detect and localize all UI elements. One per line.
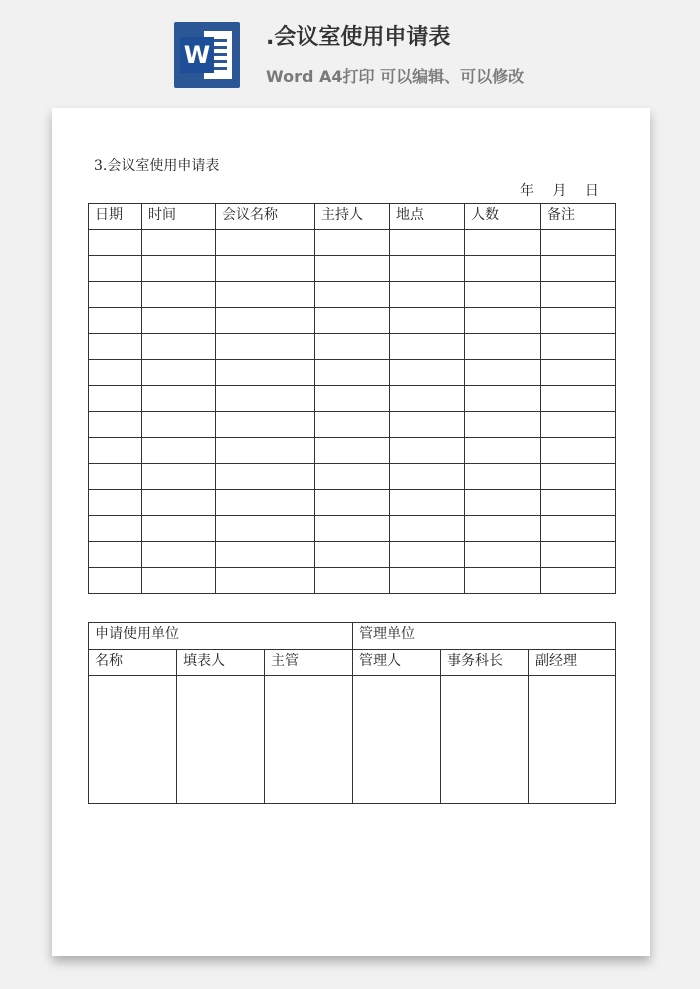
usage-cell[interactable] — [315, 438, 390, 464]
col-location: 地点 — [390, 204, 465, 230]
usage-cell[interactable] — [216, 230, 315, 256]
usage-cell[interactable] — [390, 256, 465, 282]
header — [0, 0, 700, 100]
usage-cell[interactable] — [315, 230, 390, 256]
unit-row — [89, 623, 616, 650]
usage-cell[interactable] — [89, 464, 142, 490]
usage-cell[interactable] — [216, 334, 315, 360]
usage-row — [89, 412, 616, 438]
usage-cell[interactable] — [465, 464, 541, 490]
col-manager: 管理人 — [353, 650, 441, 676]
usage-cell[interactable] — [465, 386, 541, 412]
usage-cell[interactable] — [89, 334, 142, 360]
usage-cell[interactable] — [315, 334, 390, 360]
usage-cell[interactable] — [541, 360, 616, 386]
usage-cell[interactable] — [541, 282, 616, 308]
usage-cell[interactable] — [216, 256, 315, 282]
signature-cell[interactable] — [89, 676, 177, 804]
usage-cell[interactable] — [216, 568, 315, 594]
usage-cell[interactable] — [390, 490, 465, 516]
signature-cell[interactable] — [529, 676, 616, 804]
usage-cell[interactable] — [465, 256, 541, 282]
usage-cell[interactable] — [390, 516, 465, 542]
usage-cell[interactable] — [89, 568, 142, 594]
usage-cell[interactable] — [142, 490, 216, 516]
usage-cell[interactable] — [142, 334, 216, 360]
usage-cell[interactable] — [390, 282, 465, 308]
usage-row — [89, 360, 616, 386]
usage-row — [89, 308, 616, 334]
usage-cell[interactable] — [89, 256, 142, 282]
usage-cell[interactable] — [216, 438, 315, 464]
col-affairs-chief: 事务科长 — [441, 650, 529, 676]
usage-cell[interactable] — [541, 568, 616, 594]
col-date: 日期 — [89, 204, 142, 230]
usage-cell[interactable] — [315, 464, 390, 490]
col-form-filler: 填表人 — [177, 650, 265, 676]
signature-cell[interactable] — [441, 676, 529, 804]
date-line: 年 月 日 — [520, 183, 599, 199]
usage-cell[interactable] — [142, 568, 216, 594]
usage-cell[interactable] — [216, 308, 315, 334]
word-icon — [174, 22, 240, 88]
word-letter: W — [180, 37, 214, 73]
usage-cell[interactable] — [315, 490, 390, 516]
usage-cell[interactable] — [89, 230, 142, 256]
col-remarks: 备注 — [541, 204, 616, 230]
usage-cell[interactable] — [541, 334, 616, 360]
col-deputy-manager: 副经理 — [529, 650, 616, 676]
usage-cell[interactable] — [390, 438, 465, 464]
signature-cell[interactable] — [265, 676, 353, 804]
usage-cell[interactable] — [216, 386, 315, 412]
usage-cell[interactable] — [315, 516, 390, 542]
usage-cell[interactable] — [216, 542, 315, 568]
usage-cell[interactable] — [216, 516, 315, 542]
usage-cell[interactable] — [465, 412, 541, 438]
col-supervisor: 主管 — [265, 650, 353, 676]
usage-row — [89, 568, 616, 594]
usage-cell[interactable] — [541, 542, 616, 568]
applicant-unit-label: 申请使用单位 — [89, 623, 353, 650]
usage-cell[interactable] — [541, 386, 616, 412]
signature-cell[interactable] — [353, 676, 441, 804]
usage-cell[interactable] — [315, 360, 390, 386]
usage-cell[interactable] — [142, 464, 216, 490]
usage-cell[interactable] — [315, 568, 390, 594]
usage-cell[interactable] — [465, 438, 541, 464]
usage-cell[interactable] — [541, 308, 616, 334]
usage-cell[interactable] — [216, 412, 315, 438]
usage-cell[interactable] — [390, 308, 465, 334]
usage-row — [89, 516, 616, 542]
usage-cell[interactable] — [541, 230, 616, 256]
usage-cell[interactable] — [142, 412, 216, 438]
usage-cell[interactable] — [465, 230, 541, 256]
usage-row — [89, 386, 616, 412]
signature-cell[interactable] — [177, 676, 265, 804]
col-host: 主持人 — [315, 204, 390, 230]
usage-cell[interactable] — [142, 360, 216, 386]
usage-cell[interactable] — [390, 568, 465, 594]
page-title: .会议室使用申请表 — [266, 25, 451, 50]
usage-cell[interactable] — [465, 568, 541, 594]
page-subtitle: Word A4打印 可以编辑、可以修改 — [266, 67, 525, 86]
usage-cell[interactable] — [541, 464, 616, 490]
col-time: 时间 — [142, 204, 216, 230]
usage-cell[interactable] — [142, 386, 216, 412]
usage-cell[interactable] — [315, 412, 390, 438]
usage-cell[interactable] — [465, 490, 541, 516]
col-meeting-name: 会议名称 — [216, 204, 315, 230]
usage-cell[interactable] — [465, 308, 541, 334]
usage-cell[interactable] — [89, 282, 142, 308]
usage-cell[interactable] — [465, 542, 541, 568]
usage-cell[interactable] — [390, 334, 465, 360]
approval-table — [88, 622, 616, 804]
usage-cell[interactable] — [390, 360, 465, 386]
usage-cell[interactable] — [390, 230, 465, 256]
usage-cell[interactable] — [89, 360, 142, 386]
document-heading: 3.会议室使用申请表 — [94, 158, 220, 174]
usage-cell[interactable] — [465, 334, 541, 360]
usage-cell[interactable] — [142, 282, 216, 308]
usage-cell[interactable] — [541, 412, 616, 438]
usage-cell[interactable] — [465, 360, 541, 386]
usage-cell[interactable] — [216, 360, 315, 386]
usage-cell[interactable] — [216, 490, 315, 516]
usage-cell[interactable] — [216, 282, 315, 308]
signature-row — [89, 676, 616, 804]
usage-cell[interactable] — [390, 542, 465, 568]
usage-header-row — [89, 204, 616, 230]
usage-cell[interactable] — [315, 542, 390, 568]
usage-cell[interactable] — [89, 438, 142, 464]
usage-cell[interactable] — [89, 542, 142, 568]
management-unit-label: 管理单位 — [353, 623, 616, 650]
usage-row — [89, 256, 616, 282]
signer-header-row — [89, 650, 616, 676]
col-attendees: 人数 — [465, 204, 541, 230]
usage-cell[interactable] — [142, 230, 216, 256]
usage-cell[interactable] — [142, 542, 216, 568]
usage-table — [88, 203, 616, 594]
usage-cell[interactable] — [142, 438, 216, 464]
usage-row — [89, 282, 616, 308]
usage-row — [89, 334, 616, 360]
usage-cell[interactable] — [142, 516, 216, 542]
usage-cell[interactable] — [541, 516, 616, 542]
usage-cell[interactable] — [390, 386, 465, 412]
usage-cell[interactable] — [541, 490, 616, 516]
usage-cell[interactable] — [541, 256, 616, 282]
usage-cell[interactable] — [216, 464, 315, 490]
usage-cell[interactable] — [465, 282, 541, 308]
usage-cell[interactable] — [315, 256, 390, 282]
usage-cell[interactable] — [315, 282, 390, 308]
usage-cell[interactable] — [315, 308, 390, 334]
usage-cell[interactable] — [315, 386, 390, 412]
usage-row — [89, 542, 616, 568]
usage-cell[interactable] — [89, 412, 142, 438]
usage-cell[interactable] — [89, 490, 142, 516]
usage-cell[interactable] — [89, 516, 142, 542]
usage-row — [89, 438, 616, 464]
usage-cell[interactable] — [390, 464, 465, 490]
usage-cell[interactable] — [465, 516, 541, 542]
usage-cell[interactable] — [89, 308, 142, 334]
usage-cell[interactable] — [142, 308, 216, 334]
col-name: 名称 — [89, 650, 177, 676]
usage-cell[interactable] — [142, 256, 216, 282]
usage-cell[interactable] — [89, 386, 142, 412]
usage-row — [89, 490, 616, 516]
usage-row — [89, 464, 616, 490]
usage-cell[interactable] — [541, 438, 616, 464]
usage-row — [89, 230, 616, 256]
usage-cell[interactable] — [390, 412, 465, 438]
